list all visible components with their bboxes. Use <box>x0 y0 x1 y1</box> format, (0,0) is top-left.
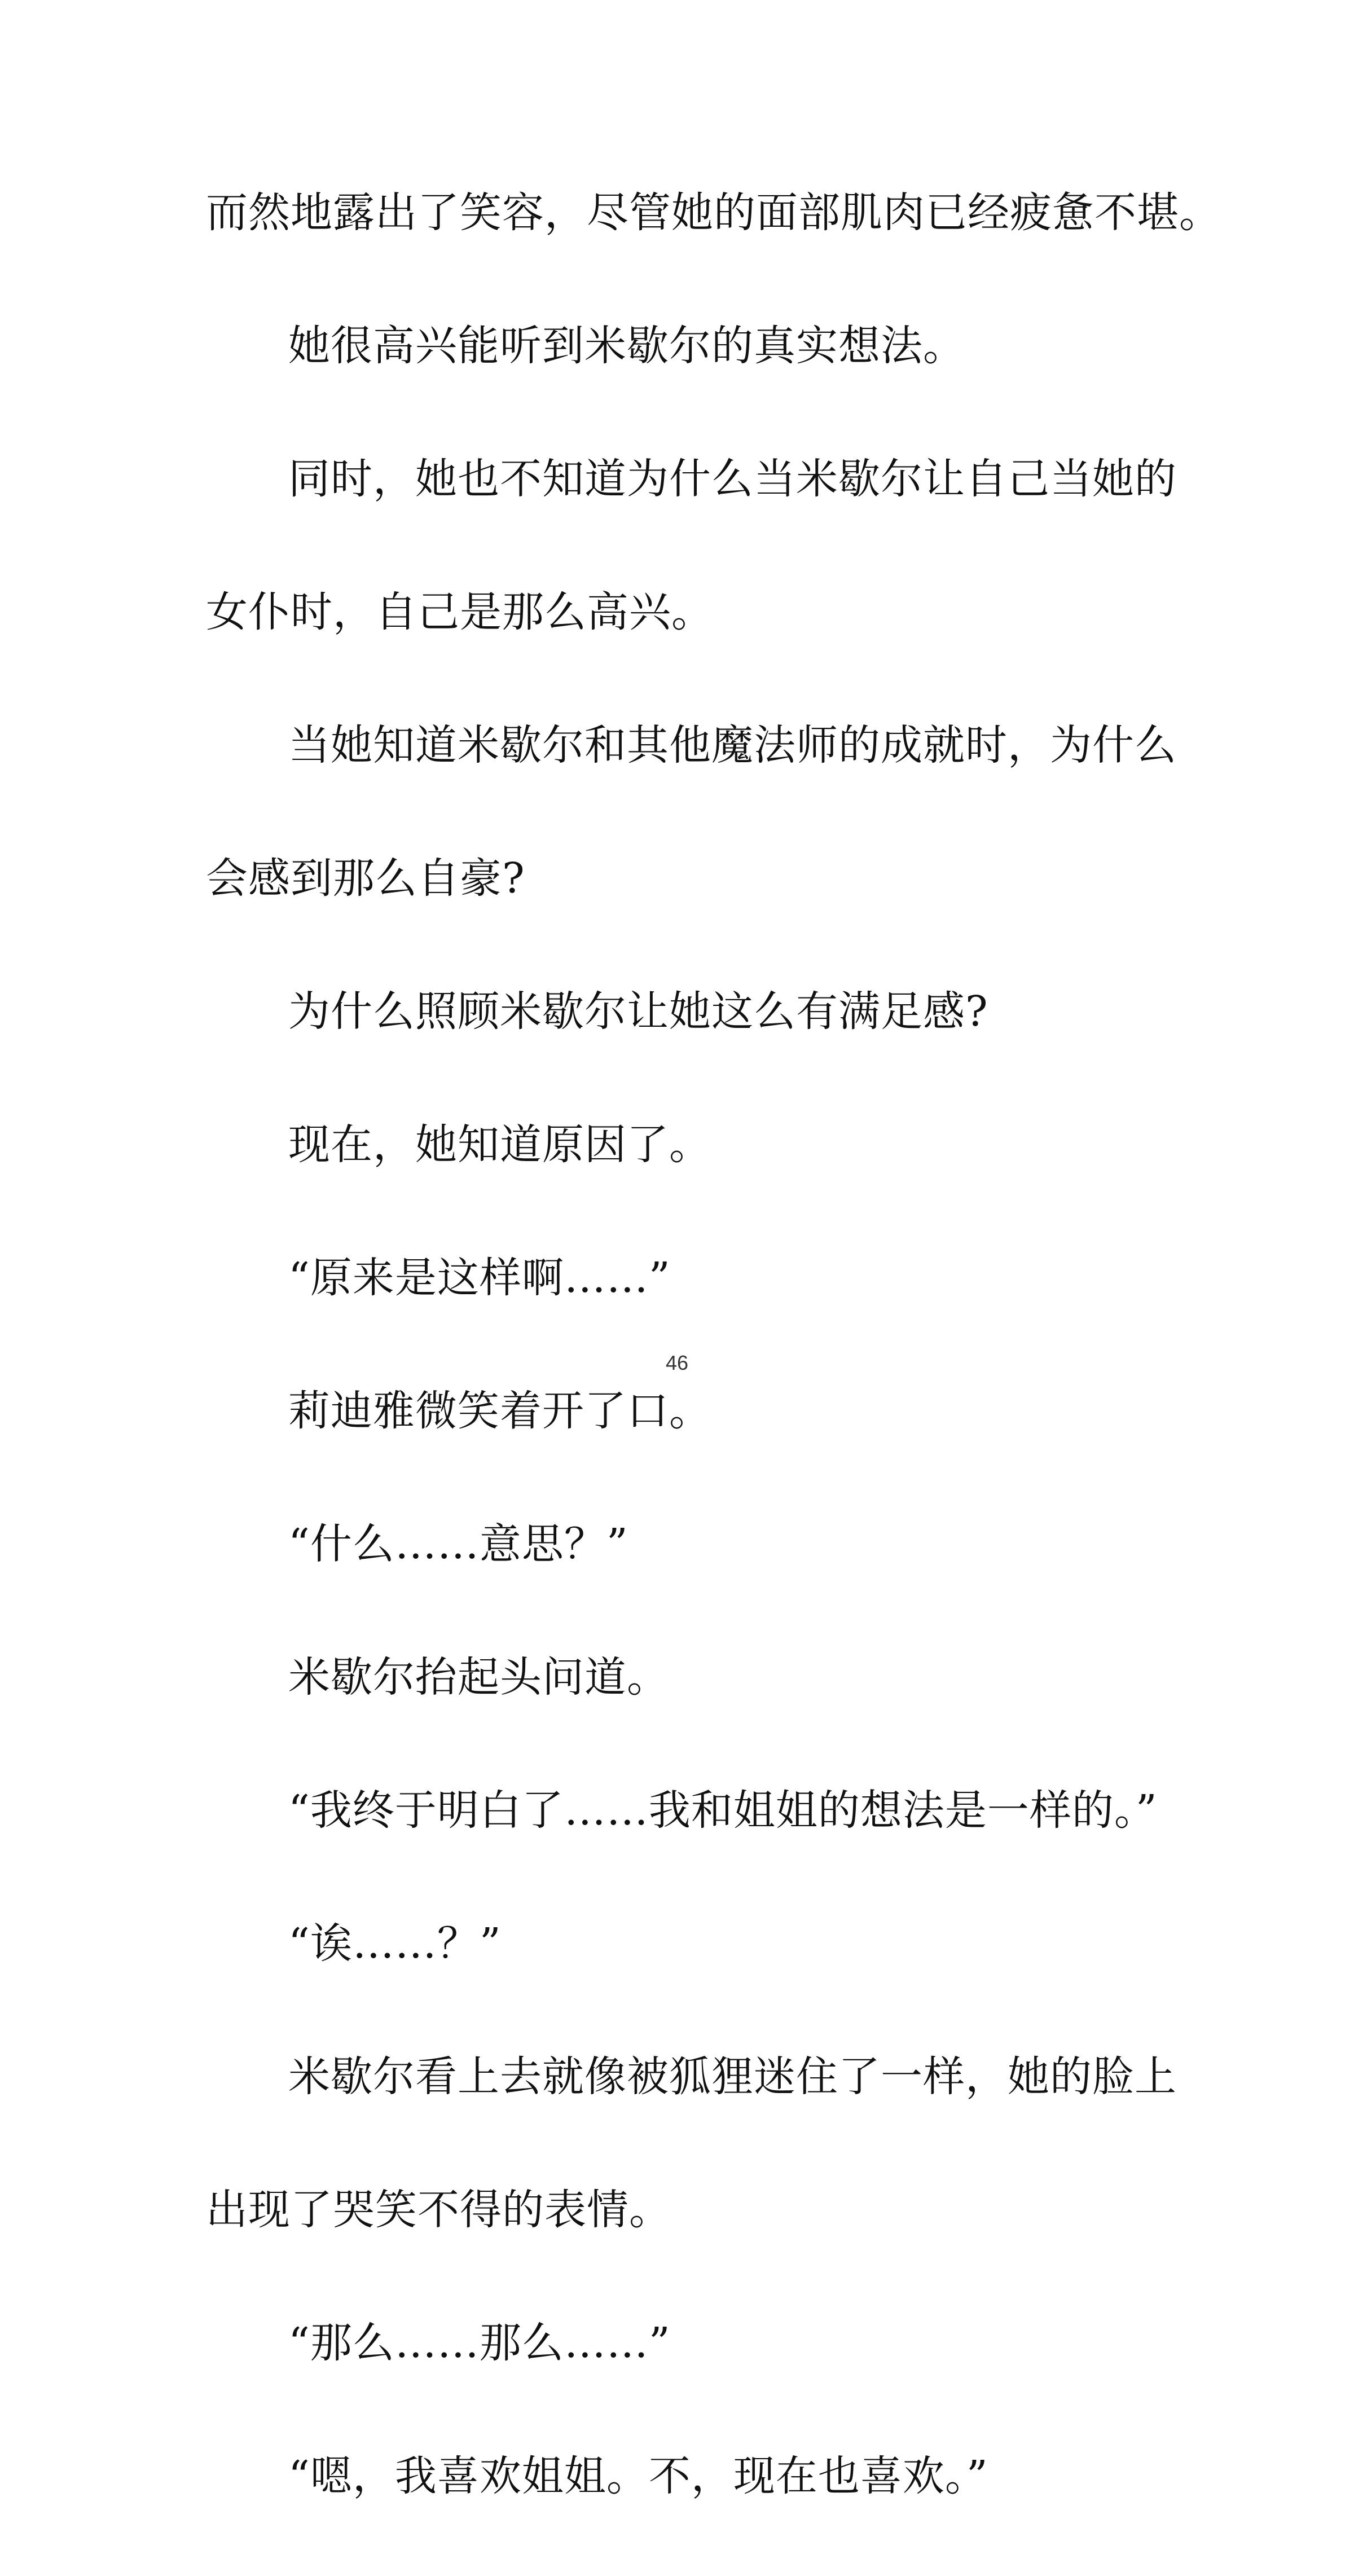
text-line: “诶……？” <box>288 1919 502 1968</box>
text-line: 同时，她也不知道为什么当米歇尔让自己当她的 <box>288 455 1177 503</box>
text-line: 为什么照顾米歇尔让她这么有满足感? <box>288 987 988 1036</box>
text-line: 女仆时，自己是那么高兴。 <box>206 588 714 636</box>
text-line: “我终于明白了……我和姐姐的想法是一样的。” <box>288 1786 1158 1835</box>
text-line: “什么……意思？” <box>288 1520 628 1568</box>
text-line: 出现了哭笑不得的表情。 <box>206 2186 671 2234</box>
text-line: 米歇尔看上去就像被狐狸迷住了一样，她的脸上 <box>288 2052 1177 2101</box>
text-line: 她很高兴能听到米歇尔的真实想法。 <box>288 322 965 370</box>
text-line: 会感到那么自豪? <box>206 854 525 903</box>
text-body <box>206 179 1221 2576</box>
page-number: 46 <box>665 1351 689 1374</box>
text-line: “那么……那么……” <box>288 2319 671 2367</box>
text-line: 当她知道米歇尔和其他魔法师的成就时，为什么 <box>288 721 1177 770</box>
text-line: 现在，她知道原因了。 <box>288 1120 711 1169</box>
text-line: “原来是这样啊……” <box>288 1254 671 1302</box>
text-line: 米歇尔抬起头问道。 <box>288 1653 669 1702</box>
text-line: “嗯，我喜欢姐姐。不，现在也喜欢。” <box>288 2452 988 2500</box>
text-line: 而然地露出了笑容，尽管她的面部肌肉已经疲惫不堪。 <box>206 188 1221 237</box>
text-line: 莉迪雅微笑着开了口。 <box>288 1387 711 1435</box>
